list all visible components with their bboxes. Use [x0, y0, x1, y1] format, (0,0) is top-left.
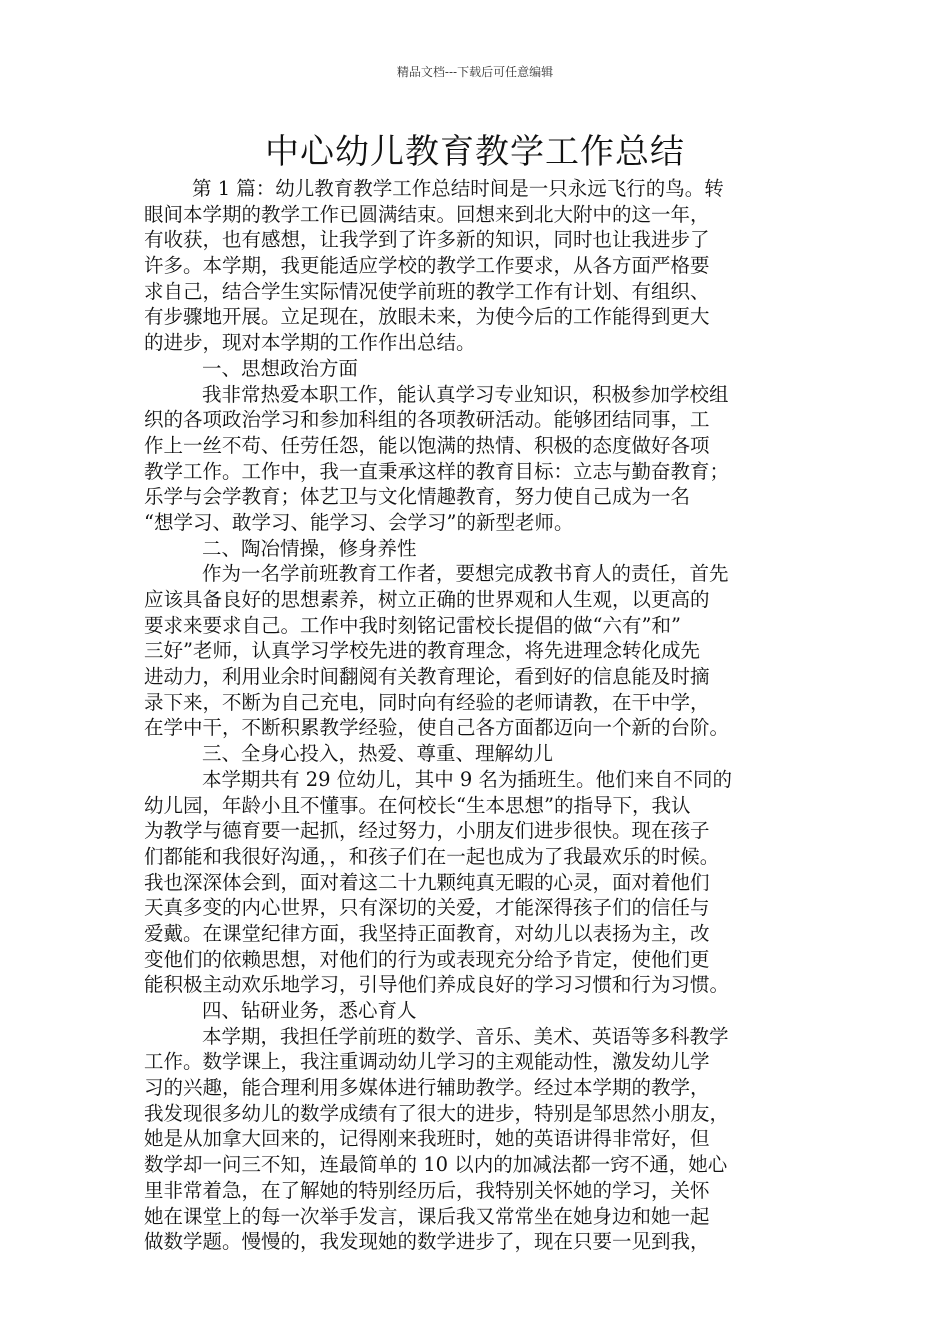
text-line: 她在课堂上的每一次举手发言，课后我又常常坐在她身边和她一起 [144, 1204, 710, 1228]
text-line: 我非常热爱本职工作，能认真学习专业知识，积极参加学校组 [202, 382, 729, 406]
text-line: 天真多变的内心世界，只有深切的关爱，才能深得孩子们的信任与 [144, 896, 710, 920]
text-line: 本学期，我担任学前班的数学、音乐、美术、英语等多科教学 [202, 1024, 729, 1048]
text-line: 眼间本学期的教学工作已圆满结束。回想来到北大附中的这一年， [144, 202, 710, 226]
section-heading: 二、陶冶情操，修身养性 [202, 536, 417, 560]
text-line: 工作。数学课上，我注重调动幼儿学习的主观能动性，激发幼儿学 [144, 1050, 710, 1074]
section-heading: 一、思想政治方面 [202, 356, 359, 380]
section-heading: 四、钻研业务，悉心育人 [202, 999, 417, 1022]
text-line: 应该具备良好的思想素养，树立正确的世界观和人生观，以更高的 [144, 588, 710, 611]
text-line: 爱戴。在课堂纪律方面，我坚持正面教育，对幼儿以表扬为主，改 [144, 921, 710, 945]
text-line: 许多。本学期，我更能适应学校的教学工作要求，从各方面严格要 [144, 254, 710, 278]
text-line: 作为一名学前班教育工作者，要想完成教书育人的责任，首先 [202, 562, 729, 586]
text-line: 第 1 篇：幼儿教育教学工作总结时间是一只永远飞行的鸟。转 [192, 177, 724, 200]
text-line: 录下来，不断为自己充电，同时向有经验的老师请教，在干中学， [144, 690, 710, 714]
text-line: 她是从加拿大回来的，记得刚来我班时，她的英语讲得非常好，但 [144, 1127, 710, 1151]
text-line: 本学期共有 29 位幼儿，其中 9 名为插班生。他们来自不同的 [202, 767, 733, 791]
page-header: 精品文档---下载后可任意编辑 [396, 65, 554, 79]
text-line: 教学工作。工作中，我一直秉承这样的教育目标：立志与勤奋教育； [144, 459, 730, 483]
text-line: 为教学与德育要一起抓，经过努力，小朋友们进步很快。现在孩子 [144, 819, 710, 843]
text-line: “想学习、敢学习、能学习、会学习”的新型老师。 [144, 510, 574, 534]
text-line: 求自己，结合学生实际情况使学前班的教学工作有计划、有组织、 [144, 279, 710, 303]
text-line: 做数学题。慢慢的，我发现她的数学进步了，现在只要一见到我， [144, 1230, 710, 1254]
text-line: 有收获，也有感想，让我学到了许多新的知识，同时也让我进步了 [144, 228, 710, 252]
text-line: 三好”老师，认真学习学校先进的教育理念，将先进理念转化成先 [144, 639, 700, 663]
text-line: 进动力，利用业余时间翻阅有关教育理论，看到好的信息能及时摘 [144, 665, 710, 689]
text-line: 我发现很多幼儿的数学成绩有了很大的进步，特别是邹思然小朋友， [144, 1101, 730, 1125]
text-line: 变他们的依赖思想，对他们的行为或表现充分给予肯定，使他们更 [144, 947, 710, 971]
text-line: 我也深深体会到，面对着这二十九颗纯真无暇的心灵，面对着他们 [144, 870, 710, 894]
text-line: 在学中干，不断积累教学经验，使自己各方面都迈向一个新的台阶。 [144, 716, 730, 740]
text-line: 幼儿园，年龄小且不懂事。在何校长“生本思想”的指导下，我认 [144, 793, 691, 817]
text-line: 要求来要求自己。工作中我时刻铭记雷校长提倡的做“六有”和” [144, 613, 681, 637]
document-title: 中心幼儿教育教学工作总结 [265, 132, 685, 172]
text-line: 们都能和我很好沟通，，和孩子们在一起也成为了我最欢乐的时候。 [144, 844, 720, 868]
text-line: 有步骤地开展。立足现在，放眼未来，为使今后的工作能得到更大 [144, 305, 710, 329]
document-body [144, 176, 812, 1255]
text-line: 能积极主动欢乐地学习，引导他们养成良好的学习习惯和行为习惯。 [144, 973, 730, 997]
text-line: 作上一丝不苟、任劳任怨，能以饱满的热情、积极的态度做好各项 [144, 433, 710, 457]
text-line: 数学却一问三不知，连最简单的 10 以内的加减法都一窍不通，她心 [144, 1153, 728, 1177]
text-line: 乐学与会学教育；体艺卫与文化情趣教育，努力使自己成为一名 [144, 485, 691, 509]
text-line: 里非常着急，在了解她的特别经历后，我特别关怀她的学习，关怀 [144, 1178, 710, 1202]
text-line: 织的各项政治学习和参加科组的各项教研活动。能够团结同事，工 [144, 408, 710, 432]
text-line: 的进步，现对本学期的工作作出总结。 [144, 331, 476, 355]
text-line: 习的兴趣，能合理利用多媒体进行辅助教学。经过本学期的教学， [144, 1076, 710, 1100]
section-heading: 三、全身心投入，热爱、尊重、理解幼儿 [202, 742, 554, 766]
